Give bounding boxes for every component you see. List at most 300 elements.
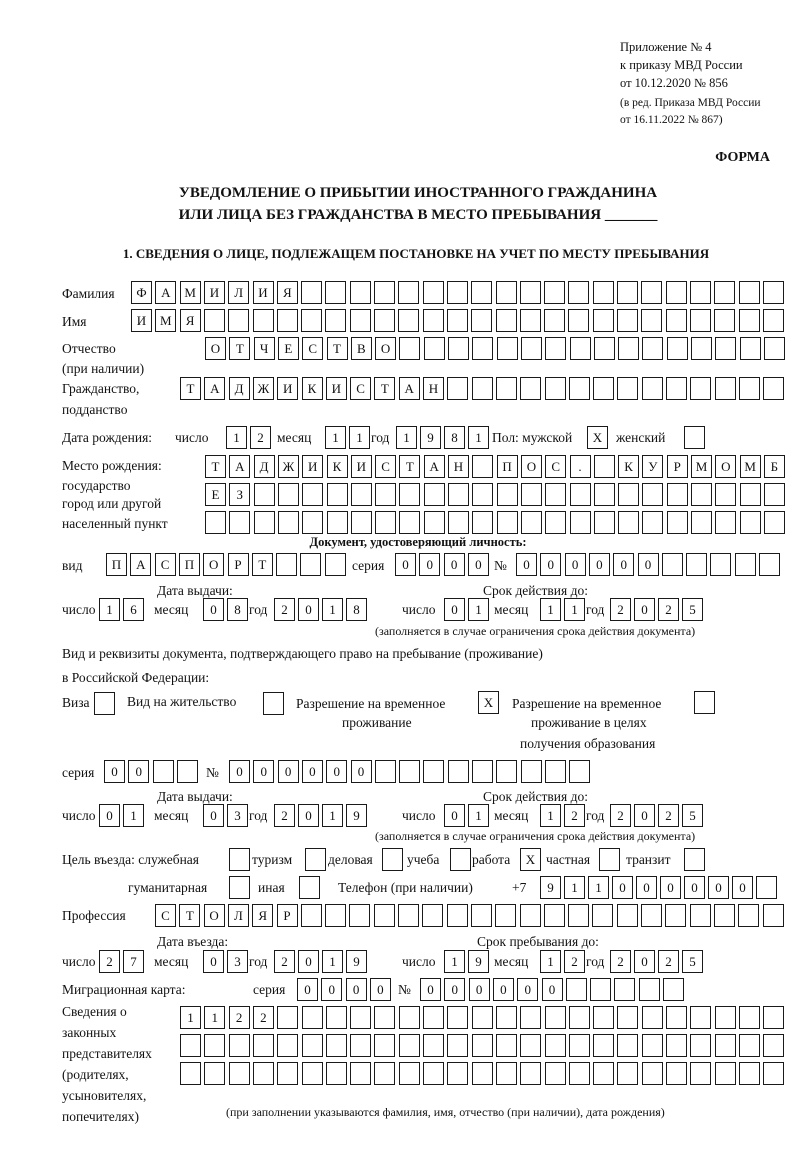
char-box[interactable]	[447, 1034, 468, 1057]
char-box[interactable]: 2	[253, 1006, 274, 1029]
char-box[interactable]: М	[180, 281, 201, 304]
char-box[interactable]: 3	[227, 804, 248, 827]
char-box[interactable]: 0	[444, 978, 465, 1001]
char-box[interactable]: 2	[250, 426, 271, 449]
char-box[interactable]: Ч	[254, 337, 275, 360]
char-box[interactable]	[374, 1062, 395, 1085]
char-box[interactable]: Д	[229, 377, 250, 400]
char-box[interactable]: Н	[423, 377, 444, 400]
char-box[interactable]	[399, 483, 420, 506]
char-box[interactable]: 0	[351, 760, 372, 783]
char-box[interactable]: 0	[540, 553, 561, 576]
char-box[interactable]	[666, 309, 687, 332]
char-box[interactable]	[740, 337, 761, 360]
char-box[interactable]	[496, 1062, 517, 1085]
char-box[interactable]	[399, 1034, 420, 1057]
char-box[interactable]	[691, 483, 712, 506]
char-box[interactable]: 0	[636, 876, 657, 899]
char-box[interactable]: 2	[658, 598, 679, 621]
char-box[interactable]: 1	[468, 426, 489, 449]
char-box[interactable]: З	[229, 483, 250, 506]
char-box[interactable]: Я	[252, 904, 273, 927]
char-box[interactable]: 0	[297, 978, 318, 1001]
char-box[interactable]: А	[424, 455, 445, 478]
char-box[interactable]: 0	[370, 978, 391, 1001]
char-box[interactable]	[642, 1062, 663, 1085]
char-box[interactable]	[763, 1062, 784, 1085]
char-box[interactable]: 0	[302, 760, 323, 783]
char-box[interactable]	[448, 483, 469, 506]
char-box[interactable]: А	[204, 377, 225, 400]
char-box[interactable]: У	[642, 455, 663, 478]
char-box[interactable]	[764, 337, 785, 360]
char-box[interactable]	[472, 1006, 493, 1029]
char-box[interactable]	[568, 281, 589, 304]
char-box[interactable]	[496, 1034, 517, 1057]
char-box[interactable]	[399, 1006, 420, 1029]
char-box[interactable]	[521, 760, 542, 783]
char-box[interactable]	[763, 309, 784, 332]
char-box[interactable]	[424, 337, 445, 360]
char-box[interactable]	[472, 1062, 493, 1085]
char-box[interactable]	[735, 553, 756, 576]
char-box[interactable]: 0	[444, 598, 465, 621]
char-box[interactable]	[545, 1062, 566, 1085]
char-box[interactable]	[662, 553, 683, 576]
char-box[interactable]	[471, 309, 492, 332]
residence-permit-checkbox[interactable]	[263, 692, 284, 715]
char-box[interactable]: 0	[542, 978, 563, 1001]
char-box[interactable]	[301, 904, 322, 927]
purpose-other-checkbox[interactable]	[299, 876, 320, 899]
char-box[interactable]	[447, 1006, 468, 1029]
char-box[interactable]	[570, 511, 591, 534]
char-box[interactable]: 1	[564, 598, 585, 621]
char-box[interactable]: И	[302, 455, 323, 478]
char-box[interactable]	[278, 483, 299, 506]
char-box[interactable]	[350, 1062, 371, 1085]
char-box[interactable]	[327, 483, 348, 506]
char-box[interactable]	[617, 1034, 638, 1057]
char-box[interactable]: 2	[564, 804, 585, 827]
char-box[interactable]	[351, 511, 372, 534]
sex-male-checkbox[interactable]: X	[587, 426, 608, 449]
char-box[interactable]: Б	[764, 455, 785, 478]
char-box[interactable]	[229, 1034, 250, 1057]
char-box[interactable]: П	[497, 455, 518, 478]
char-box[interactable]: 0	[493, 978, 514, 1001]
char-box[interactable]: .	[570, 455, 591, 478]
char-box[interactable]: 0	[565, 553, 586, 576]
char-box[interactable]	[521, 483, 542, 506]
char-box[interactable]	[544, 904, 565, 927]
char-box[interactable]	[690, 281, 711, 304]
char-box[interactable]: 2	[610, 804, 631, 827]
char-box[interactable]	[228, 309, 249, 332]
char-box[interactable]	[277, 1034, 298, 1057]
char-box[interactable]	[690, 1034, 711, 1057]
char-box[interactable]: Е	[278, 337, 299, 360]
char-box[interactable]	[544, 281, 565, 304]
char-box[interactable]	[350, 1034, 371, 1057]
char-box[interactable]	[545, 760, 566, 783]
char-box[interactable]: В	[351, 337, 372, 360]
char-box[interactable]: И	[277, 377, 298, 400]
char-box[interactable]	[520, 1034, 541, 1057]
char-box[interactable]: П	[179, 553, 200, 576]
char-box[interactable]: 1	[588, 876, 609, 899]
char-box[interactable]	[763, 1034, 784, 1057]
char-box[interactable]	[614, 978, 635, 1001]
char-box[interactable]	[715, 511, 736, 534]
char-box[interactable]: 5	[682, 804, 703, 827]
char-box[interactable]	[496, 281, 517, 304]
char-box[interactable]	[756, 876, 777, 899]
char-box[interactable]	[496, 377, 517, 400]
char-box[interactable]: О	[521, 455, 542, 478]
char-box[interactable]	[374, 309, 395, 332]
char-box[interactable]: 0	[419, 553, 440, 576]
char-box[interactable]: 3	[227, 950, 248, 973]
char-box[interactable]: С	[545, 455, 566, 478]
char-box[interactable]	[545, 1034, 566, 1057]
char-box[interactable]: 5	[682, 950, 703, 973]
char-box[interactable]: Л	[228, 281, 249, 304]
char-box[interactable]	[277, 1006, 298, 1029]
char-box[interactable]	[590, 978, 611, 1001]
char-box[interactable]	[423, 1034, 444, 1057]
char-box[interactable]	[715, 1062, 736, 1085]
char-box[interactable]: 9	[540, 876, 561, 899]
char-box[interactable]: 0	[660, 876, 681, 899]
char-box[interactable]: Р	[667, 455, 688, 478]
char-box[interactable]: 0	[128, 760, 149, 783]
char-box[interactable]	[447, 904, 468, 927]
char-box[interactable]	[639, 978, 660, 1001]
char-box[interactable]	[690, 1062, 711, 1085]
char-box[interactable]	[617, 904, 638, 927]
char-box[interactable]	[714, 281, 735, 304]
char-box[interactable]: 1	[322, 598, 343, 621]
char-box[interactable]: О	[203, 553, 224, 576]
char-box[interactable]	[569, 1034, 590, 1057]
char-box[interactable]	[594, 337, 615, 360]
char-box[interactable]: 2	[99, 950, 120, 973]
char-box[interactable]	[520, 281, 541, 304]
char-box[interactable]: К	[618, 455, 639, 478]
char-box[interactable]	[495, 904, 516, 927]
char-box[interactable]: 9	[346, 804, 367, 827]
char-box[interactable]	[641, 904, 662, 927]
char-box[interactable]	[423, 1062, 444, 1085]
char-box[interactable]: 0	[469, 978, 490, 1001]
char-box[interactable]	[763, 1006, 784, 1029]
sex-female-checkbox[interactable]	[684, 426, 705, 449]
char-box[interactable]	[229, 1062, 250, 1085]
char-box[interactable]	[763, 904, 784, 927]
char-box[interactable]: Е	[205, 483, 226, 506]
char-box[interactable]	[472, 483, 493, 506]
char-box[interactable]	[545, 511, 566, 534]
char-box[interactable]: А	[155, 281, 176, 304]
char-box[interactable]	[422, 904, 443, 927]
char-box[interactable]	[423, 760, 444, 783]
char-box[interactable]: И	[253, 281, 274, 304]
char-box[interactable]	[690, 377, 711, 400]
char-box[interactable]	[617, 1006, 638, 1029]
char-box[interactable]: 0	[684, 876, 705, 899]
char-box[interactable]: 1	[322, 804, 343, 827]
char-box[interactable]	[715, 1006, 736, 1029]
char-box[interactable]	[398, 281, 419, 304]
char-box[interactable]	[642, 1034, 663, 1057]
char-box[interactable]	[666, 377, 687, 400]
char-box[interactable]	[569, 1062, 590, 1085]
char-box[interactable]	[594, 511, 615, 534]
char-box[interactable]: С	[155, 553, 176, 576]
char-box[interactable]	[447, 1062, 468, 1085]
char-box[interactable]: 0	[634, 804, 655, 827]
char-box[interactable]: 0	[298, 598, 319, 621]
char-box[interactable]: 8	[227, 598, 248, 621]
char-box[interactable]	[497, 483, 518, 506]
char-box[interactable]: Я	[277, 281, 298, 304]
char-box[interactable]: Р	[277, 904, 298, 927]
char-box[interactable]	[350, 281, 371, 304]
char-box[interactable]: Д	[254, 455, 275, 478]
char-box[interactable]: 7	[123, 950, 144, 973]
char-box[interactable]	[665, 904, 686, 927]
char-box[interactable]: 9	[420, 426, 441, 449]
char-box[interactable]: 1	[226, 426, 247, 449]
char-box[interactable]	[593, 1034, 614, 1057]
char-box[interactable]	[642, 1006, 663, 1029]
char-box[interactable]: 0	[444, 553, 465, 576]
char-box[interactable]	[763, 377, 784, 400]
purpose-transit-checkbox[interactable]	[684, 848, 705, 871]
char-box[interactable]	[180, 1034, 201, 1057]
char-box[interactable]	[399, 511, 420, 534]
char-box[interactable]	[375, 511, 396, 534]
char-box[interactable]	[739, 281, 760, 304]
char-box[interactable]	[521, 337, 542, 360]
char-box[interactable]	[667, 337, 688, 360]
char-box[interactable]: 8	[346, 598, 367, 621]
char-box[interactable]	[569, 760, 590, 783]
char-box[interactable]: 2	[610, 598, 631, 621]
char-box[interactable]	[325, 309, 346, 332]
char-box[interactable]: О	[204, 904, 225, 927]
char-box[interactable]: Ф	[131, 281, 152, 304]
char-box[interactable]	[180, 1062, 201, 1085]
char-box[interactable]	[423, 281, 444, 304]
char-box[interactable]: К	[327, 455, 348, 478]
char-box[interactable]: Т	[327, 337, 348, 360]
char-box[interactable]: 0	[321, 978, 342, 1001]
char-box[interactable]	[448, 760, 469, 783]
char-box[interactable]: П	[106, 553, 127, 576]
char-box[interactable]: 9	[346, 950, 367, 973]
char-box[interactable]	[544, 309, 565, 332]
char-box[interactable]	[472, 511, 493, 534]
char-box[interactable]: 0	[203, 950, 224, 973]
char-box[interactable]	[350, 1006, 371, 1029]
char-box[interactable]	[715, 1034, 736, 1057]
char-box[interactable]	[594, 483, 615, 506]
char-box[interactable]: 2	[610, 950, 631, 973]
char-box[interactable]	[447, 281, 468, 304]
char-box[interactable]: 9	[468, 950, 489, 973]
char-box[interactable]	[423, 1006, 444, 1029]
char-box[interactable]: О	[205, 337, 226, 360]
char-box[interactable]	[277, 309, 298, 332]
char-box[interactable]: А	[130, 553, 151, 576]
char-box[interactable]	[667, 511, 688, 534]
char-box[interactable]: 6	[123, 598, 144, 621]
char-box[interactable]: 0	[634, 598, 655, 621]
char-box[interactable]	[686, 553, 707, 576]
char-box[interactable]	[496, 760, 517, 783]
char-box[interactable]: И	[204, 281, 225, 304]
char-box[interactable]: Ж	[253, 377, 274, 400]
char-box[interactable]	[325, 904, 346, 927]
char-box[interactable]	[326, 1034, 347, 1057]
char-box[interactable]: С	[155, 904, 176, 927]
char-box[interactable]	[254, 483, 275, 506]
char-box[interactable]	[763, 281, 784, 304]
char-box[interactable]: 8	[444, 426, 465, 449]
char-box[interactable]	[278, 511, 299, 534]
char-box[interactable]: 0	[99, 804, 120, 827]
char-box[interactable]	[691, 337, 712, 360]
char-box[interactable]	[521, 511, 542, 534]
char-box[interactable]: Т	[399, 455, 420, 478]
char-box[interactable]	[566, 978, 587, 1001]
char-box[interactable]: М	[155, 309, 176, 332]
char-box[interactable]	[715, 377, 736, 400]
char-box[interactable]: 0	[104, 760, 125, 783]
char-box[interactable]	[617, 309, 638, 332]
char-box[interactable]: 1	[468, 804, 489, 827]
purpose-official-checkbox[interactable]	[229, 848, 250, 871]
char-box[interactable]	[740, 483, 761, 506]
char-box[interactable]	[568, 904, 589, 927]
char-box[interactable]: Т	[205, 455, 226, 478]
char-box[interactable]: 0	[278, 760, 299, 783]
char-box[interactable]	[302, 483, 323, 506]
char-box[interactable]: 0	[517, 978, 538, 1001]
char-box[interactable]: 0	[589, 553, 610, 576]
char-box[interactable]	[375, 760, 396, 783]
char-box[interactable]	[326, 1006, 347, 1029]
char-box[interactable]	[594, 455, 615, 478]
char-box[interactable]: Р	[228, 553, 249, 576]
char-box[interactable]	[545, 1006, 566, 1029]
char-box[interactable]	[520, 1006, 541, 1029]
char-box[interactable]	[520, 1062, 541, 1085]
char-box[interactable]	[690, 309, 711, 332]
char-box[interactable]	[593, 1006, 614, 1029]
char-box[interactable]	[593, 281, 614, 304]
purpose-study-checkbox[interactable]	[450, 848, 471, 871]
char-box[interactable]	[569, 377, 590, 400]
visa-checkbox[interactable]	[94, 692, 115, 715]
char-box[interactable]: 0	[203, 804, 224, 827]
char-box[interactable]	[663, 978, 684, 1001]
char-box[interactable]	[642, 483, 663, 506]
char-box[interactable]	[738, 904, 759, 927]
purpose-work-checkbox[interactable]: X	[520, 848, 541, 871]
char-box[interactable]	[399, 760, 420, 783]
char-box[interactable]	[472, 377, 493, 400]
char-box[interactable]	[204, 1034, 225, 1057]
char-box[interactable]	[593, 377, 614, 400]
char-box[interactable]: 2	[564, 950, 585, 973]
char-box[interactable]: Т	[179, 904, 200, 927]
char-box[interactable]	[739, 309, 760, 332]
char-box[interactable]	[520, 904, 541, 927]
char-box[interactable]	[374, 281, 395, 304]
char-box[interactable]: 2	[274, 804, 295, 827]
char-box[interactable]	[398, 309, 419, 332]
char-box[interactable]	[301, 309, 322, 332]
char-box[interactable]: Я	[180, 309, 201, 332]
char-box[interactable]: 0	[634, 950, 655, 973]
char-box[interactable]	[642, 511, 663, 534]
char-box[interactable]	[714, 904, 735, 927]
char-box[interactable]	[351, 483, 372, 506]
char-box[interactable]: А	[229, 455, 250, 478]
char-box[interactable]	[398, 904, 419, 927]
char-box[interactable]	[545, 483, 566, 506]
char-box[interactable]	[326, 1062, 347, 1085]
char-box[interactable]: С	[375, 455, 396, 478]
char-box[interactable]	[325, 281, 346, 304]
char-box[interactable]	[739, 1062, 760, 1085]
char-box[interactable]: С	[350, 377, 371, 400]
char-box[interactable]: 1	[468, 598, 489, 621]
char-box[interactable]: 1	[99, 598, 120, 621]
char-box[interactable]	[302, 1006, 323, 1029]
char-box[interactable]	[153, 760, 174, 783]
char-box[interactable]	[666, 1062, 687, 1085]
char-box[interactable]: 0	[732, 876, 753, 899]
char-box[interactable]	[423, 309, 444, 332]
char-box[interactable]	[277, 1062, 298, 1085]
char-box[interactable]	[325, 553, 346, 576]
char-box[interactable]: 2	[274, 950, 295, 973]
char-box[interactable]: О	[715, 455, 736, 478]
char-box[interactable]	[641, 309, 662, 332]
char-box[interactable]: 0	[613, 553, 634, 576]
char-box[interactable]: А	[399, 377, 420, 400]
char-box[interactable]: 0	[612, 876, 633, 899]
char-box[interactable]	[276, 553, 297, 576]
char-box[interactable]: И	[131, 309, 152, 332]
char-box[interactable]: 1	[540, 950, 561, 973]
char-box[interactable]	[472, 337, 493, 360]
char-box[interactable]: Т	[252, 553, 273, 576]
char-box[interactable]: 1	[325, 426, 346, 449]
char-box[interactable]: О	[375, 337, 396, 360]
char-box[interactable]	[471, 281, 492, 304]
char-box[interactable]	[759, 553, 780, 576]
char-box[interactable]	[592, 904, 613, 927]
char-box[interactable]	[714, 309, 735, 332]
char-box[interactable]: 1	[540, 598, 561, 621]
purpose-private-checkbox[interactable]	[599, 848, 620, 871]
char-box[interactable]	[472, 455, 493, 478]
